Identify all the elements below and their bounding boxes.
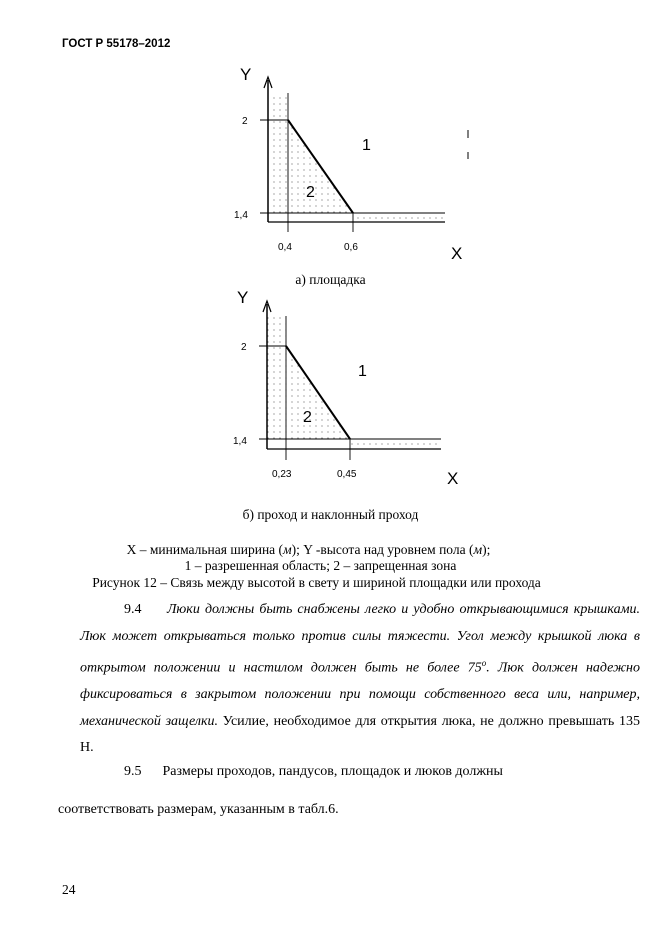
figure-b-passage-diagram <box>230 286 480 496</box>
zone-1-label-a: 1 <box>362 137 371 154</box>
y-tick-b-1-4: 1,4 <box>233 436 247 447</box>
zone-2-label-b: 2 <box>303 409 312 426</box>
figure-a-platform-diagram <box>230 60 480 270</box>
section-9-4: 9.4 Люки должны быть снабжены легко и удобно открывающимися крышками. Люк может открываться только против силы тяжести. Угол между крышкой люка в открытом положении и настилом должен быть не более $75^о$. Люк должен надежно фиксироваться в закрытом положении при помощи собственного веса или, например, механической защелки. Усилие, необходимое для открытия люка, не должно превышать 135 Н. <box>80 602 641 756</box>
figure-b-caption: б) проход и наклонный проход <box>242 507 419 522</box>
page-number: 24 <box>62 882 76 897</box>
y-tick-a-1-4: 1,4 <box>234 210 248 221</box>
y-tick-a-2: 2 <box>242 116 248 127</box>
y-tick-b-2: 2 <box>241 342 247 353</box>
section-9-5-number: 9.5 <box>124 764 142 779</box>
x-tick-b-0-23: 0,23 <box>272 469 292 480</box>
document-code-header: ГОСТ Р 55178–2012 <box>62 38 171 50</box>
section-9-5: 9.5 Размеры проходов, пандусов, площадок и люков должны <box>124 764 503 779</box>
y-axis-label-a: Y <box>240 65 252 84</box>
legend-zones: 1 – разрешенная область; 2 – запрещенная зона <box>184 558 457 573</box>
x-tick-a-0-4: 0,4 <box>278 242 292 253</box>
x-tick-a-0-6: 0,6 <box>344 242 358 253</box>
figure-12-caption: Рисунок 12 – Связь между высотой в свету и шириной площадки или прохода <box>92 575 541 590</box>
x-axis-label-b: X <box>447 469 459 488</box>
legend-axes: X – минимальная ширина (м); Y -высота над уровнем пола (м); <box>126 542 491 557</box>
zone-2-label-a: 2 <box>306 184 315 201</box>
zone-1-label-b: 1 <box>358 363 367 380</box>
y-axis-label-b: Y <box>237 288 249 307</box>
section-9-4-number: 9.4 <box>124 602 142 617</box>
figure-a-caption: а) площадка <box>295 272 366 287</box>
x-axis-label-a: X <box>451 244 463 263</box>
x-tick-b-0-45: 0,45 <box>337 469 357 480</box>
section-9-5-continuation: соответствовать размерам, указанным в табл.6. <box>58 802 339 817</box>
